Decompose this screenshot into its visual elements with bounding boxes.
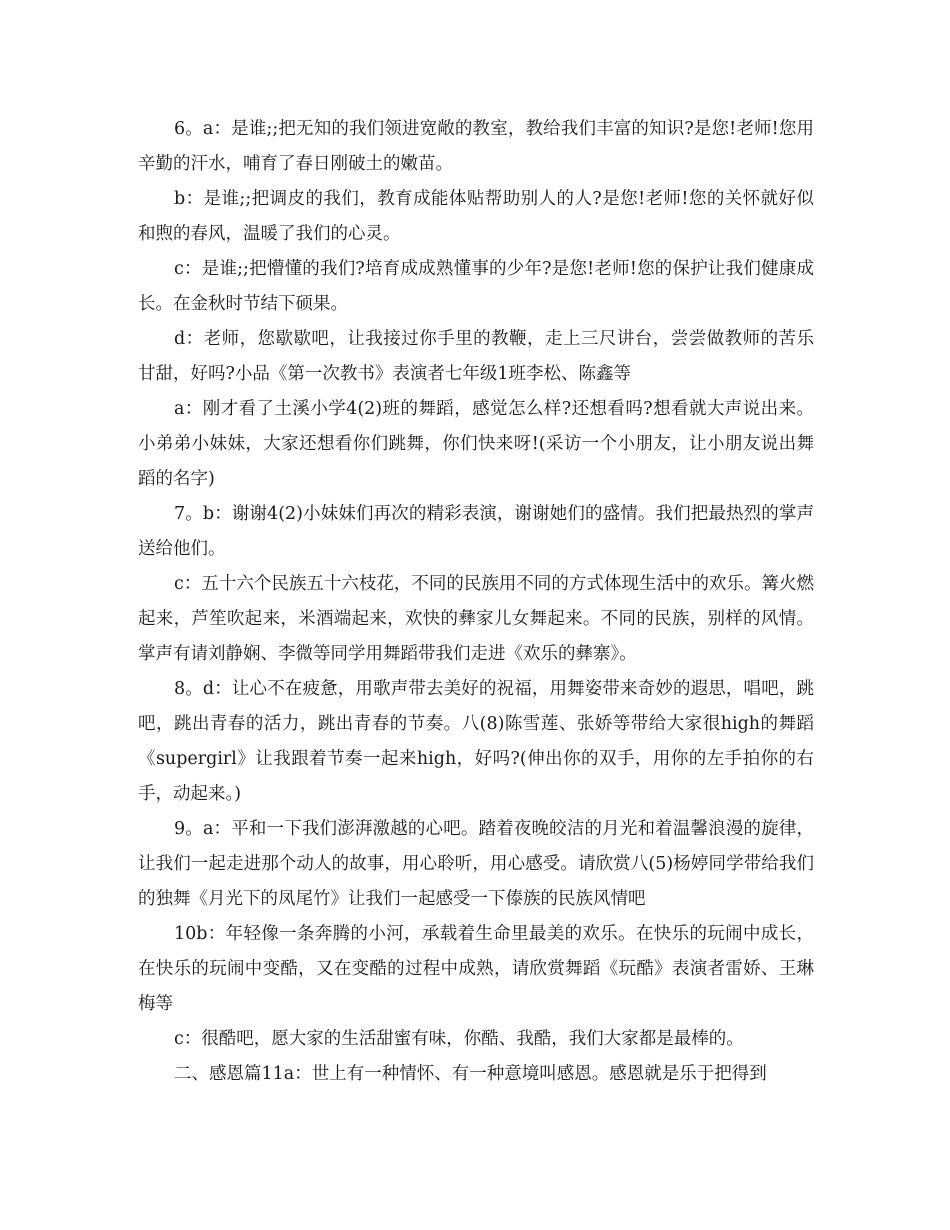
document-body (138, 112, 814, 1092)
paragraph-6a: 6。a：是谁;;把无知的我们领进宽敞的教室，教给我们丰富的知识?是您!老师!您用辛勤的汗水，哺育了春日刚破土的嫩苗。 (138, 119, 814, 174)
paragraph-6d: d：老师，您歇歇吧，让我接过你手里的教鞭，走上三尺讲台，尝尝做教师的苦乐甘甜，好吗?小品《第一次教书》表演者七年级1班李松、陈鑫等 (138, 329, 814, 384)
paragraph-11a: 二、感恩篇11a：世上有一种情怀、有一种意境叫感恩。感恩就是乐于把得到 (174, 1064, 767, 1084)
paragraph-10c: c：很酷吧，愿大家的生活甜蜜有味，你酷、我酷，我们大家都是最棒的。 (174, 1029, 744, 1049)
paragraph-6b: b：是谁;;把调皮的我们，教育成能体贴帮助别人的人?是您!老师!您的关怀就好似和煦的春风，温暖了我们的心灵。 (138, 189, 814, 244)
paragraph-7c: c：五十六个民族五十六枝花，不同的民族用不同的方式体现生活中的欢乐。篝火燃起来，芦笙吹起来，米酒端起来，欢快的彝家儿女舞起来。不同的民族，别样的风情。掌声有请刘静娴、李微等同学用舞蹈带我们走进《欢乐的彝寨》。 (138, 574, 814, 664)
paragraph-interlude-a: a：刚才看了土溪小学4(2)班的舞蹈，感觉怎么样?还想看吗?想看就大声说出来。小弟弟小妹妹，大家还想看你们跳舞，你们快来呀!(采访一个小朋友，让小朋友说出舞蹈的名字) (138, 399, 814, 489)
paragraph-8d: 8。d：让心不在疲惫，用歌声带去美好的祝福，用舞姿带来奇妙的遐思，唱吧，跳吧，跳出青春的活力，跳出青春的节奏。八(8)陈雪莲、张娇等带给大家很high的舞蹈《supergirl》让我跟着节奏一起来high，好吗?(伸出你的双手，用你的左手拍你的右手，动起来。) (138, 679, 814, 804)
paragraph-7b: 7。b：谢谢4(2)小妹妹们再次的精彩表演，谢谢她们的盛情。我们把最热烈的掌声送给他们。 (138, 504, 814, 559)
paragraph-10b: 10b：年轻像一条奔腾的小河，承载着生命里最美的欢乐。在快乐的玩闹中成长，在快乐的玩闹中变酷，又在变酷的过程中成熟，请欣赏舞蹈《玩酷》表演者雷娇、王琳梅等 (138, 924, 814, 1014)
paragraph-6c: c：是谁;;把懵懂的我们?培育成成熟懂事的少年?是您!老师!您的保护让我们健康成长。在金秋时节结下硕果。 (138, 259, 814, 314)
paragraph-9a: 9。a：平和一下我们澎湃激越的心吧。踏着夜晚皎洁的月光和着温馨浪漫的旋律，让我们一起走进那个动人的故事，用心聆听，用心感受。请欣赏八(5)杨婷同学带给我们的独舞《月光下的凤尾竹》让我们一起感受一下傣族的民族风情吧 (138, 819, 814, 909)
